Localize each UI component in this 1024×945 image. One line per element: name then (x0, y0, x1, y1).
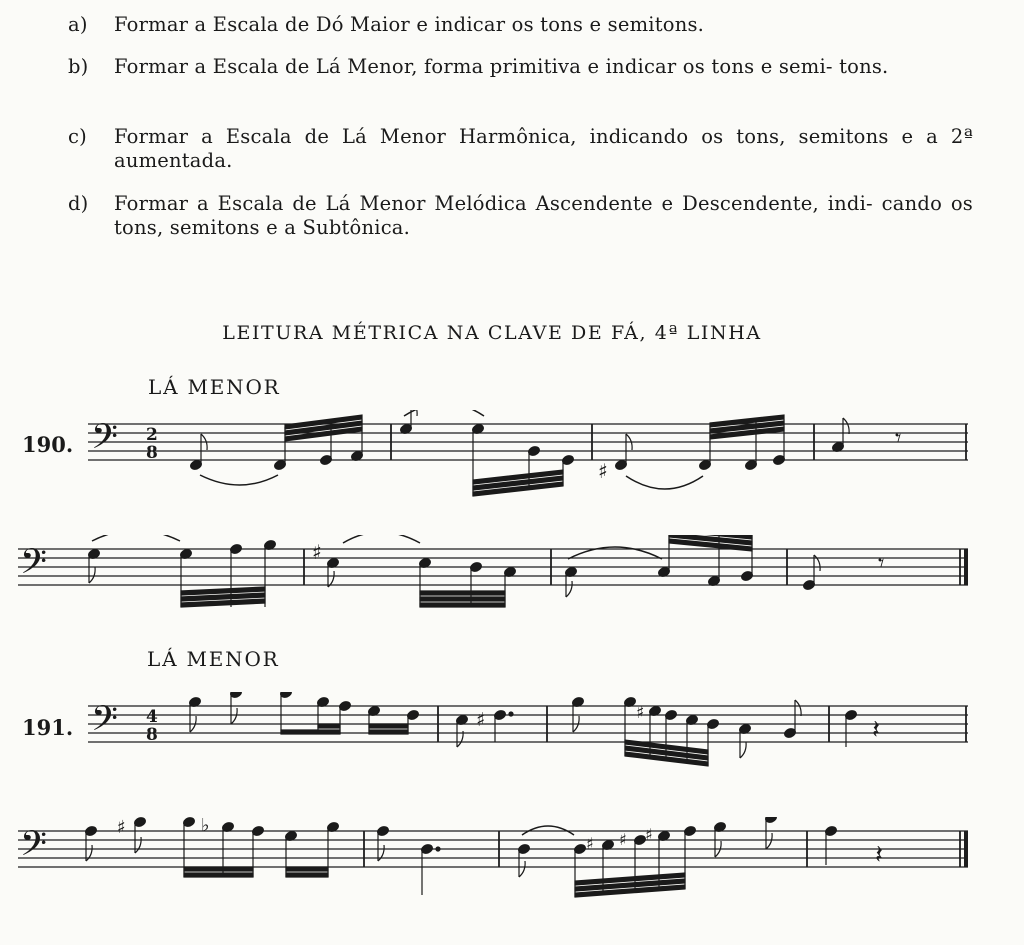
exercise-c (68, 125, 973, 173)
bass-clef-icon: 𝄢 (91, 416, 119, 465)
exercise-letter: c) (68, 125, 87, 148)
exercise-text: Formar a Escala de Lá Menor, forma primitiva e indicar os tons e semi- tons. (114, 55, 889, 78)
music-staff-190-line-1 (0, 410, 1024, 510)
eighth-rest-icon: 𝄾 (878, 549, 885, 577)
key-label-190: LÁ MENOR (148, 375, 281, 399)
bass-clef-icon: 𝄢 (20, 823, 48, 872)
exercise-text: Formar a Escala de Lá Menor Harmônica, indicando os tons, semitons e a 2ª aumentada. (114, 125, 973, 172)
sharp-icon: ♯ (619, 830, 627, 849)
exercise-d (68, 192, 973, 240)
music-staff-191-line-2 (0, 817, 1024, 917)
exercise-letter: d) (68, 192, 89, 215)
time-signature-bottom: 8 (146, 443, 158, 463)
time-signature-top: 4 (146, 707, 158, 727)
exercise-text: Formar a Escala de Dó Maior e indicar os tons e semitons. (114, 13, 705, 36)
sharp-icon: ♯ (312, 540, 322, 564)
exercise-b (68, 55, 973, 79)
bass-clef-icon: 𝄢 (91, 698, 119, 747)
section-heading: LEITURA MÉTRICA NA CLAVE DE FÁ, 4ª LINHA (222, 322, 762, 344)
music-staff-191-line-1 (0, 692, 1024, 792)
sharp-icon: ♯ (636, 703, 645, 723)
exercise-number-190: 190. (22, 432, 74, 457)
bass-clef-icon: 𝄢 (20, 541, 48, 590)
key-label-191: LÁ MENOR (147, 647, 280, 671)
exercise-number-191: 191. (22, 715, 74, 740)
eighth-rest-icon: 𝄾 (895, 424, 902, 452)
quarter-rest-icon: 𝄽 (872, 715, 880, 745)
music-staff-190-line-2 (0, 535, 1024, 635)
exercise-text: Formar a Escala de Lá Menor Melódica Ascendente e Descendente, indi- cando os tons, semitons e a Subtônica. (114, 192, 973, 239)
time-signature-bottom: 8 (146, 725, 158, 745)
exercise-a (68, 13, 973, 37)
sharp-icon: ♯ (117, 817, 126, 838)
flat-icon: ♭ (201, 817, 210, 836)
exercise-letter: a) (68, 13, 88, 36)
sharp-icon: ♯ (476, 709, 486, 731)
quarter-rest-icon: 𝄽 (875, 840, 883, 870)
sharp-icon: ♯ (598, 459, 608, 483)
sharp-icon: ♯ (645, 825, 653, 844)
sharp-icon: ♯ (586, 834, 594, 853)
exercise-letter: b) (68, 55, 89, 78)
time-signature-top: 2 (146, 425, 158, 445)
